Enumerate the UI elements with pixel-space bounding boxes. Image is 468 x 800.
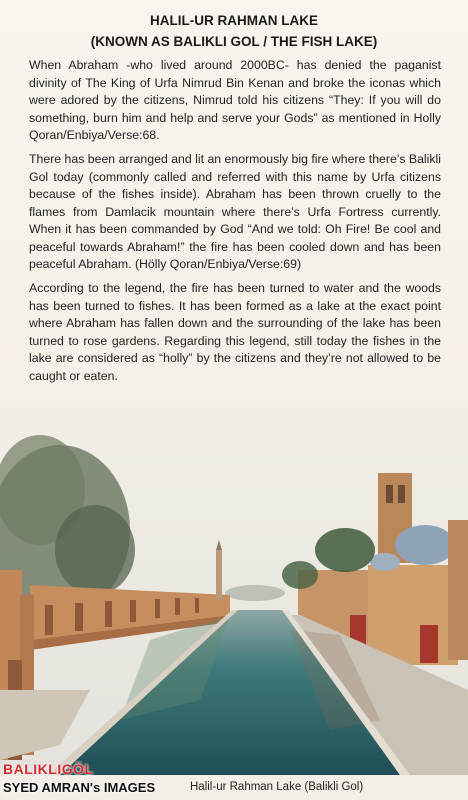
page-title: HALIL-UR RAHMAN LAKE [150, 13, 318, 28]
lake-photo [0, 400, 468, 775]
watermark-brand: BALIKLIGÖL [3, 761, 94, 777]
paragraph-1: When Abraham -who lived around 2000BC- has denied the paganist divinity of The King of Urfa Nimrud Bin Kenan and broke the iconas which were adored by the citizens, Nimrud told his citizens “They: If you will do something, burn him and help and serve your Gods” as mentioned in Holly Qoran/Enbiya/Verse:68. [29, 58, 441, 142]
watermark-author: SYED AMRAN's IMAGES [3, 780, 156, 795]
page-subtitle: (KNOWN AS BALIKLI GOL / THE FISH LAKE) [90, 34, 378, 49]
paragraph-2: There has been arranged and lit an enormously big fire where there’s Balikli Gol today (commonly called and referred with this name by Urfa citizens because of the fishes inside). Abraham has been thrown cruelly to the flames from Damlacik mountain where there’s Urfa Fortress currently. When it has been commanded by God “And we told: Oh Fire! Be cool and peaceful towards Abraham!” the fire has been cooled down and has been peaceful Abraham. (Hölly Qoran/Enbiya/Verse:69) [29, 152, 441, 271]
minaret [216, 540, 222, 600]
photo-caption: Halil-ur Rahman Lake (Balikli Gol) [190, 781, 364, 793]
paragraph-3: According to the legend, the fire has been turned to water and the woods has been turned to fishes. It has been formed as a lake at the exact point where Abraham has fallen down and the surrounding of the lake has been turned to rose gardens. Regarding this legend, still today the fishes in the lake are considered as “holly” by the citizens and they’re not allowed to be caught or eaten. [29, 281, 441, 383]
